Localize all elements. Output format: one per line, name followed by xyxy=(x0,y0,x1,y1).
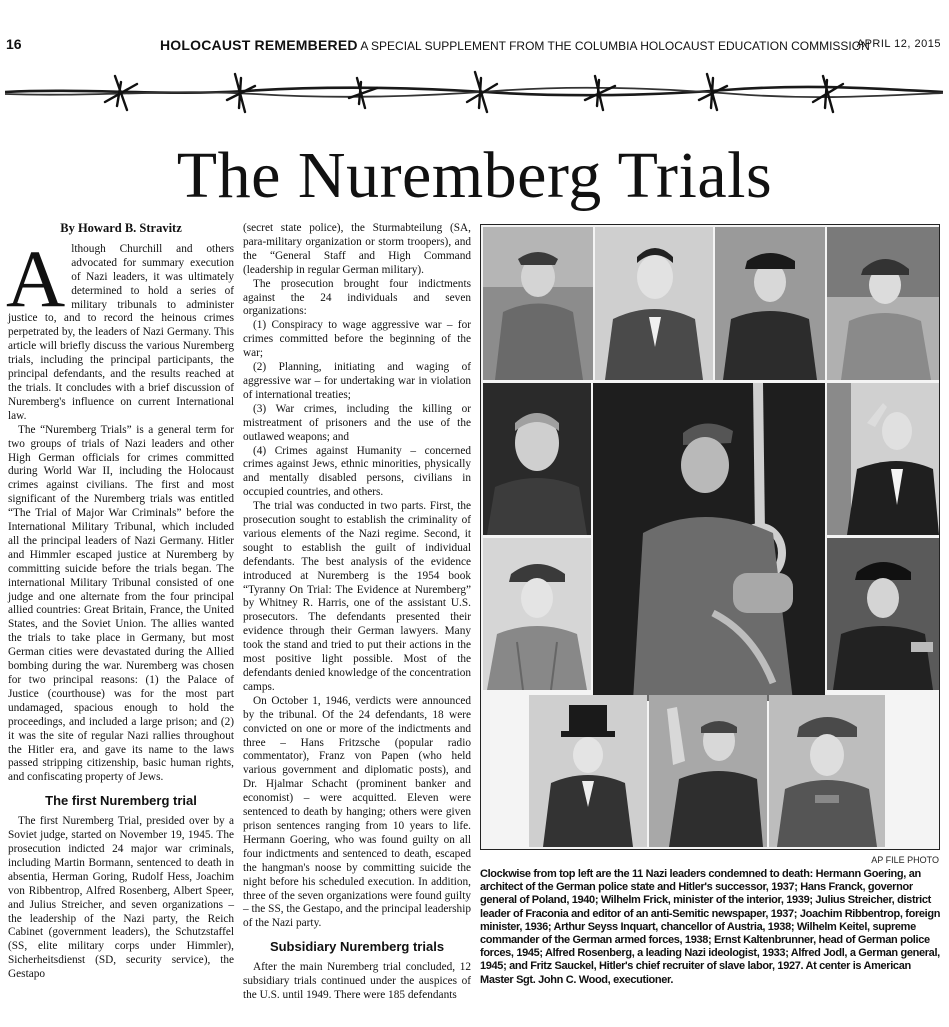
paragraph: (secret state police), the Sturmabteilung (SA, para-military organization or storm troopers), and the “General Staff and High Command (leadership in regular German military). xyxy=(243,222,471,276)
byline: By Howard B. Stravitz xyxy=(60,221,182,235)
article-column-1 xyxy=(8,222,234,982)
photo-rosenberg xyxy=(529,695,647,847)
drop-cap: A xyxy=(6,232,66,324)
photo-streicher xyxy=(827,227,939,380)
indictment-2: (2) Planning, initiating and waging of aggressive war – for undertaking war in violation of international treaties; xyxy=(243,361,471,401)
photo-jodl xyxy=(769,695,885,847)
subheading-first-trial: The first Nuremberg trial xyxy=(45,793,197,809)
photo-seyss-inquart xyxy=(827,383,939,535)
photo-keitel xyxy=(483,538,591,690)
indictment-1: (1) Conspiracy to wage aggressive war – for crimes committed before the beginning of the war; xyxy=(243,319,471,360)
photo-kaltenbrunner xyxy=(827,538,939,690)
photo-executioner-wood xyxy=(593,383,825,701)
photo-caption: Clockwise from top left are the 11 Nazi leaders condemned to death: Hermann Goering, an architect of the German police state and Hitler's successor, 1937; Hans Franck, governor general of Poland, 1940; Wilhelm Frick, minister of the interior, 1939; Julius Streicher, district leader of Fraconia and editor of an anti-Semitic newspaper, 1937; Joachim Ribbentrop, foreign minister, 1936; Arthur Seyss Inquart, chancellor of Austria, 1938; Wilhelm Keitel, supreme commander of the German armed forces, 1938; Ernst Kaltenbrunner, head of German police forces, 1945; Alfred Rosenberg, a leading Nazi ideologist, 1933; Alfred Jodl, a German general, 1945; and Fritz Sauckel, Hitler's chief recruiter of slave labor, 1927. At center is American Master Sgt. John C. Wood, executioner. xyxy=(480,868,941,986)
masthead xyxy=(160,37,870,53)
indictment-4: (4) Crimes against Humanity – concerned crimes against Jews, ethnic minorities, physically and mentally disabled persons, civilians in occupied countries, and others. xyxy=(243,444,471,499)
photo-ribbentrop xyxy=(483,383,591,535)
page-number: 16 xyxy=(6,36,22,52)
indictment-3: (3) War crimes, including the killing or mistreatment of prisoners and the use of the outlawed weapons; and xyxy=(243,402,471,443)
photo-goering xyxy=(483,227,593,380)
photo-frank xyxy=(595,227,713,380)
paragraph: After the main Nuremberg trial concluded, 12 subsidiary trials continued under the auspices of the U.S. until 1949. There were 185 defendants xyxy=(243,961,471,1001)
paragraph: The “Nuremberg Trials” is a general term for two groups of trials of Nazi leaders and other High German officials for crimes committed during World War II, including the Holocaust crimes against civilians. The first and most significant of the Nuremberg trials was entitled “The Trial of Major War Criminals” before the International Military Tribunal, which included all the principal leaders of Nazi Germany. Hitler and Himmler escaped justice at Nuremberg by committing suicide before the trials began. The international Military Tribunal consisted of one judge and one alternate from the four principal allied countries: Great Britain, France, the United States, and the Soviet Union. The allies wanted the trials to take place in Germany, but most German cities were devastated during the Allied bombing during the war. Nuremberg was chosen for two principal reasons: (1) the Palace of Justice (courthouse) was for the most part undamaged, spacious enough to hold the proceedings, and included a large prison; and (2) it was the site of regular Nazi rallies throughout the Hitler era, and gave its name to the laws passed stripping citizenship, basic human rights, and confiscating property of Jews. xyxy=(8,423,234,784)
paragraph: The trial was conducted in two parts. First, the prosecution sought to establish the criminality of various elements of the Nazi regime. Second, it sought to establish the guilt of individual defendants. The best analysis of the evidence introduced at Nuremberg is the 1954 book “Tyranny On Trial: The Evidence at Nuremberg” by Whitney R. Harris, one of the assistant U.S. prosecutors. The defendants presented their evidence through their German lawyers. Many took the stand and tried to put their actions in the most positive light possible. Most of the defendants denied knowledge of the concentration camps. xyxy=(243,500,471,693)
article-column-2 xyxy=(243,222,471,1003)
barbed-wire-banner xyxy=(5,62,943,118)
paragraph: The prosecution brought four indictments against the 24 individuals and seven organizations: xyxy=(243,277,471,318)
publication-subtitle: A SPECIAL SUPPLEMENT FROM THE COLUMBIA HOLOCAUST EDUCATION COMMISSION xyxy=(360,39,870,53)
photo-sauckel xyxy=(649,695,767,847)
photo-credit: AP FILE PHOTO xyxy=(871,855,939,865)
page-header xyxy=(0,36,949,56)
paragraph: On October 1, 1946, verdicts were announced by the tribunal. Of the 24 defendants, 18 were convicted on one or more of the indictments and three – Hans Fritzsche (popular radio commentator), Franz von Papen (who held various government and diplomatic posts), and Dr. Hjalmar Schacht (prominent banker and economist) – were acquitted. Eleven were sentenced to death by hanging; others were given prison sentences ranging from 10 years to life. Hermann Goering, who was found guilty on all four indictments and sentenced to death, escaped the hangman's noose by committing suicide the night before his scheduled execution. In addition, three of the seven organizations were found guilty – the SS, the Gestapo, and the principal leadership of the Nazi party. xyxy=(243,694,471,930)
subheading-subsidiary-trials: Subsidiary Nuremberg trials xyxy=(269,939,445,955)
photo-frick xyxy=(715,227,825,380)
article-headline: The Nuremberg Trials xyxy=(176,139,773,212)
paragraph: The first Nuremberg Trial, presided over by a Soviet judge, started on November 19, 1945. The prosecution indicted 24 major war criminals, including Martin Bormann, sentenced to death in absentia, Herman Goring, Rudolf Hess, Joachim von Ribbentrop, Alfred Rosenberg, Albert Speer, and Julius Streicher, and seven organizations – the leadership of the Nazi party, the Reich Cabinet (government leaders), the Schutzstaffel (SS, elite military corps under Himmler), Sicherheitsdienst (SD, security service), the Gestapo xyxy=(8,815,234,981)
paragraph-text: lthough Churchill and others advocated for summary execution of Nazi leaders, it was ultimately determined to hold a series of military tribunals to administer justice to, and to record the heinous crimes perpetrated by, the leaders of Nazi Germany. This article will briefly discuss the various Nuremberg trials, including the principal participants, the principal defendants, and the results reached at the trials. It concludes with a brief discussion of Nuremberg's influence on current International law. xyxy=(8,242,234,422)
issue-date: APRIL 12, 2015 xyxy=(856,38,941,50)
publication-name: HOLOCAUST REMEMBERED xyxy=(160,37,358,53)
paragraph xyxy=(6,232,234,424)
photo-collage xyxy=(480,224,940,850)
